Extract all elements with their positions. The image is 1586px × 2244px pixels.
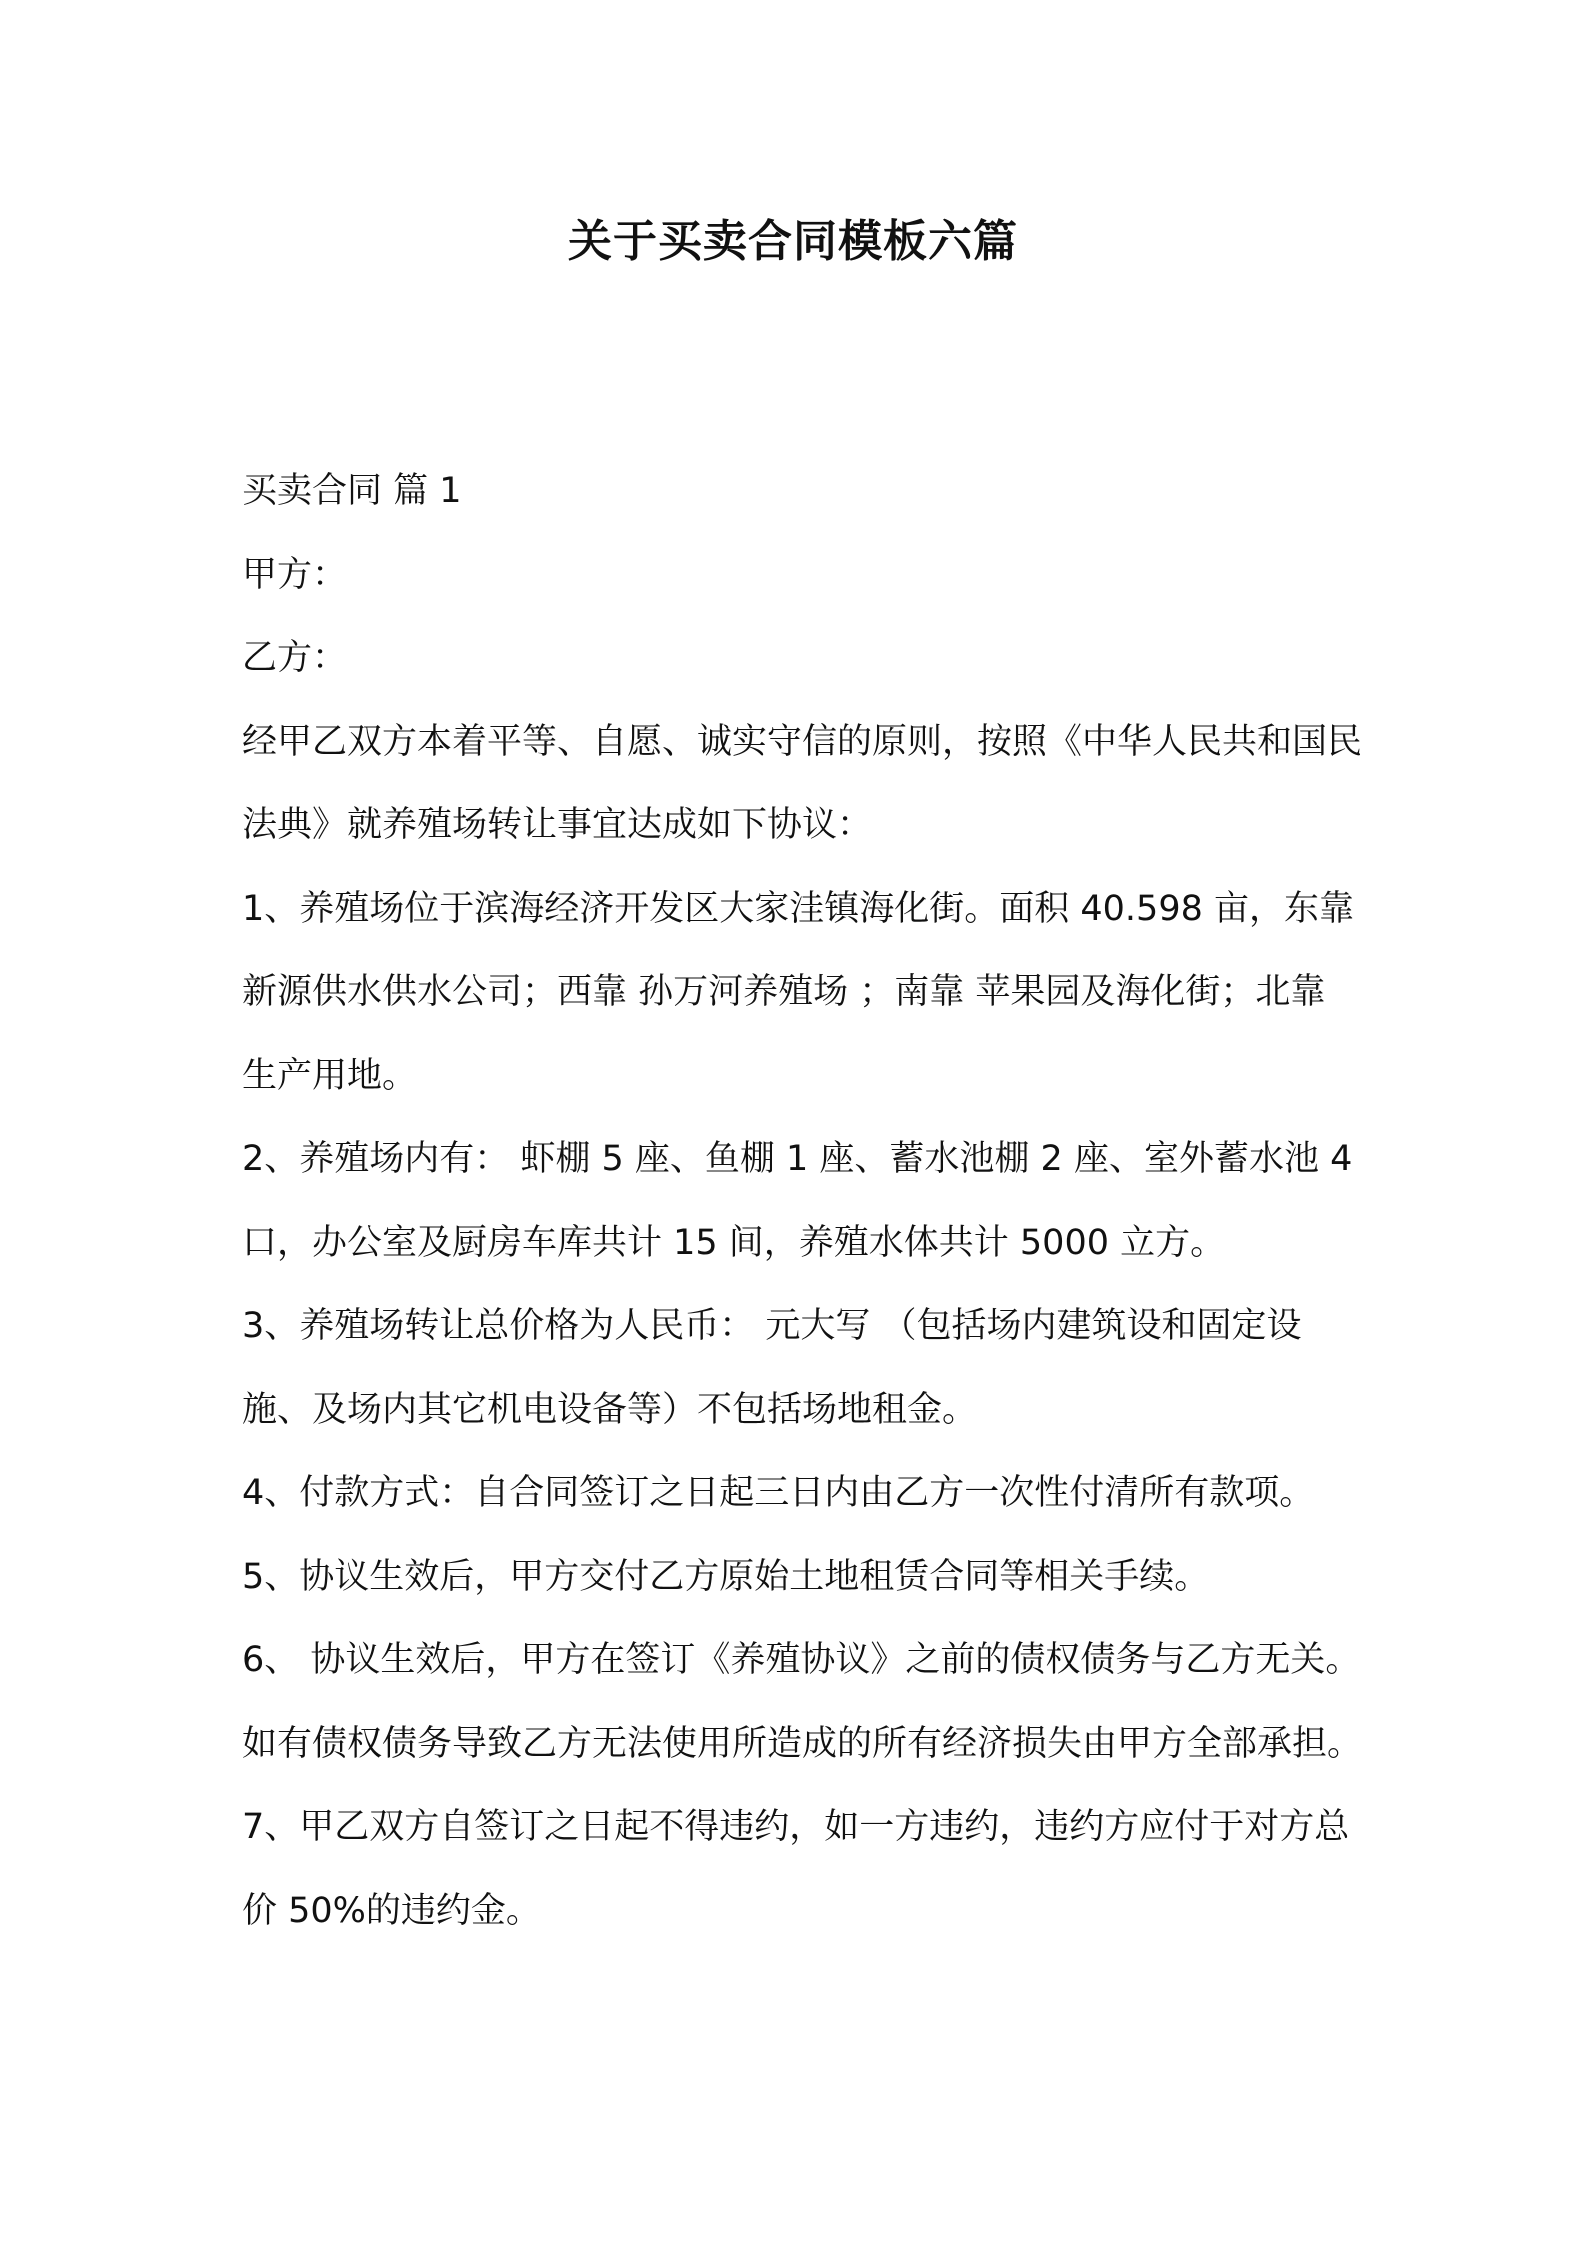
clause-2: 2、养殖场内有： 虾棚 5 座、鱼棚 1 座、蓄水池棚 2 座、室外蓄水池 4 口，办公室及厨房车库共计 15 间，养殖水体共计 5000 立方。 (242, 1139, 1353, 1263)
document-body (242, 450, 1362, 1953)
clause-6: 6、 协议生效后，甲方在签订《养殖协议》之前的债权债务与乙方无关。如有债权债务导致乙方无法使用所造成的所有经济损失由甲方全部承担。 (242, 1640, 1363, 1764)
clause-5: 5、协议生效后，甲方交付乙方原始土地租赁合同等相关手续。 (242, 1556, 1210, 1597)
intro-paragraph: 经甲乙双方本着平等、自愿、诚实守信的原则，按照《中华人民共和国民法典》就养殖场转让事宜达成如下协议： (242, 721, 1363, 845)
document-title: 关于买卖合同模板六篇 (568, 216, 1018, 267)
clause-7: 7、甲乙双方自签订之日起不得违约，如一方违约，违约方应付于对方总价 50%的违约金。 (242, 1807, 1350, 1931)
clause-3: 3、养殖场转让总价格为人民币： 元大写 （包括场内建筑设和固定设施、及场内其它机电设备等）不包括场地租金。 (242, 1306, 1302, 1430)
section-heading: 买卖合同 篇 1 (242, 471, 462, 511)
party-a-label: 甲方： (242, 554, 348, 595)
party-b-label: 乙方： (242, 638, 348, 678)
clause-4: 4、付款方式：自合同签订之日起三日内由乙方一次性付清所有款项。 (242, 1473, 1315, 1513)
clause-1: 1、养殖场位于滨海经济开发区大家洼镇海化街。面积 40.598 亩，东靠 新源供水供水公司；西靠 孙万河养殖场 ；南靠 苹果园及海化街；北靠 生产用地。 (242, 888, 1354, 1096)
